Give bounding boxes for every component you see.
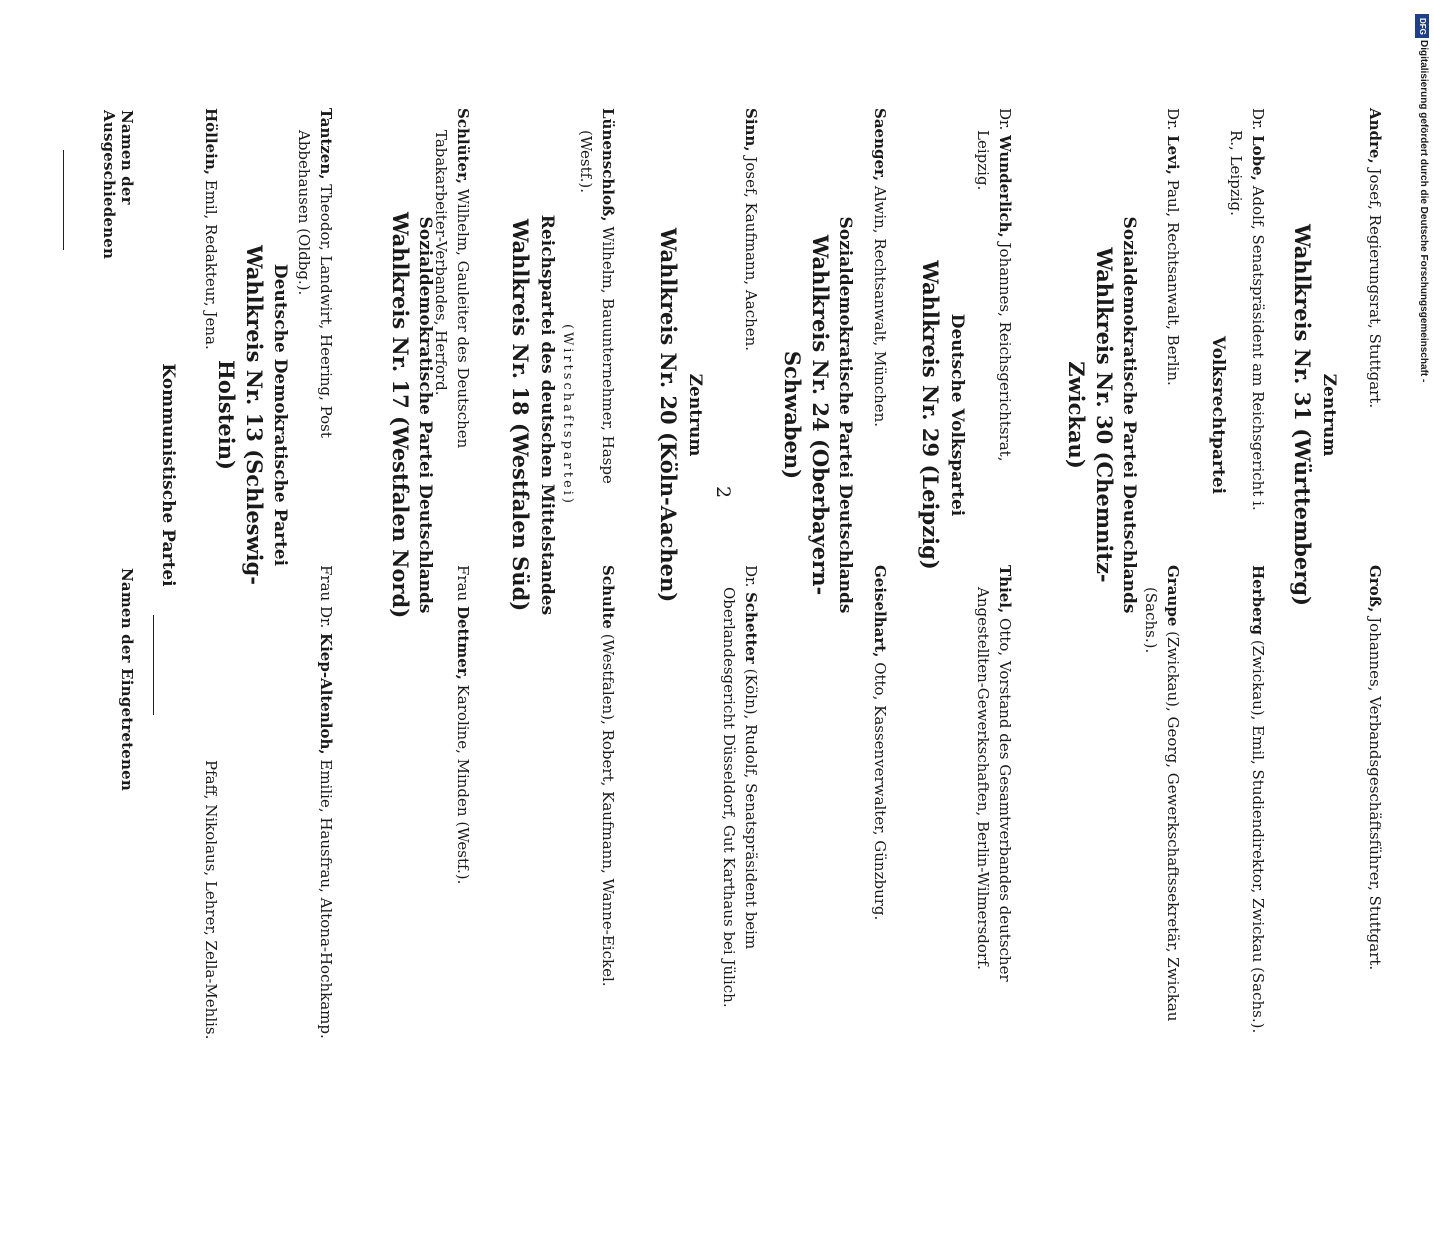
wahlkreis-heading: Wahlkreis Nr. 13 (Schleswig-Holstein) [214,245,267,585]
right-entry [315,565,337,1062]
entry-details: Karoline, Minden (Westf.). [454,684,472,885]
left-entry [740,108,762,498]
column-header-right: Namen der Eingetretenen [118,568,136,792]
entry-surname: Tantzen, [317,108,335,180]
right-entry [452,565,474,1040]
wahlkreis-heading: Wahlkreis Nr. 24 (Oberbayern-Schwaben) [780,234,833,596]
party-heading: Reichspartei des deutschen Mittelstandes [537,214,557,616]
left-entry [293,108,337,520]
entry-details: Paul, Rechtsanwalt, Berlin. [1164,179,1182,386]
entry-surname: Lünenschloß, [599,108,617,222]
entry-surname: Höllein, [202,108,220,175]
wahlkreis-heading: Wahlkreis Nr. 31 (Württemberg) [1290,224,1315,606]
party-heading: Sozialdemokratische Partei Deutschlands [415,216,435,614]
left-entry [575,108,619,520]
column-header-left: Namen der Ausgeschiedenen [100,110,136,260]
left-entry [1364,108,1386,498]
entry-details: Theodor, Landwirt, Heering, Post Abbehausen (Oldbg.). [295,130,335,438]
entry-details: Wilhelm, Gauleiter des Deutschen Tabakarbeiter-Verbandes, Herford. [432,130,472,449]
digitization-notice [1398,6,1434,396]
entry-details: (Köln), Rudolf, Senatspräsident beim Oberlandesgericht Düsseldorf, Gut Karthaus bei Jülich. [720,587,760,1008]
right-entry [869,565,891,1040]
wahlkreis-heading: Wahlkreis Nr. 17 (Westfalen Nord) [388,211,413,619]
entry-details: Josef, Regierungsrat, Stuttgart. [1366,168,1384,409]
left-entry [1225,108,1269,520]
right-entry [1140,565,1184,1062]
entry-details: Adolf, Senatspräsident am Reichsgericht i. R., Leipzig. [1227,130,1267,511]
header-rule-right [153,615,154,715]
left-entry [1162,108,1184,498]
digitization-text: Digitalisierung gefördert durch die Deutsche Forschungsgemeinschaft - [1418,40,1429,383]
right-entry [200,760,222,1235]
entry-surname: Levi, [1164,135,1182,175]
page-number: 2 [712,486,734,499]
entry-surname: Herberg [1249,565,1267,636]
entry-surname: Lobe, [1249,135,1267,181]
entry-surname: Thiel, [996,565,1014,614]
entry-title: Dr. [1164,108,1182,136]
entry-details: (Westfalen), Robert, Kaufmann, Wanne-Eickel. [599,633,617,987]
entry-surname: Groß, [1366,565,1384,613]
right-entry [718,565,762,1062]
entry-details: Johannes, Verbandsgeschäftsführer, Stuttgart. [1366,617,1384,971]
right-entry [1364,565,1386,1062]
entry-title: Dr. [1249,108,1267,136]
party-heading: Zentrum [685,373,705,457]
left-entry [972,108,1016,520]
entry-surname: Saenger, [871,108,889,182]
entry-details: Wilhelm, Bauunternehmer, Haspe (Westf.). [577,130,617,484]
wahlkreis-heading: Wahlkreis Nr. 30 (Chemnitz-Zwickau) [1064,247,1117,583]
party-heading: Volksrechtpartei [1208,335,1228,495]
entry-surname: Geiselhart, [871,565,889,658]
entry-details: Josef, Kaufmann, Aachen. [742,156,760,352]
right-entry [1247,565,1269,1062]
entry-details: (Zwickau), Emil, Studiendirektor, Zwickau (Sachs.). [1249,639,1267,1034]
entry-details: Pfaff, Nikolaus, Lehrer, Zella-Mehlis. [202,760,220,1040]
entry-surname: Wunderlich, [996,135,1014,238]
entry-details: Otto, Kassenverwalter, Günzburg. [871,662,889,921]
dfg-logo: DFG [1415,14,1429,38]
party-heading: Kommunistische Partei [158,363,178,587]
entry-details: (Zwickau), Georg, Gewerkschaftssekretär, Zwickau (Sachs.). [1142,587,1182,1022]
wahlkreis-heading: Wahlkreis Nr. 20 (Köln-Aachen) [656,227,681,603]
party-heading: Sozialdemokratische Partei Deutschlands [1119,216,1139,614]
party-heading: Deutsche Demokratische Partei [270,263,290,567]
entry-details: Johannes, Reichsgerichtsrat, Leipzig. [974,130,1014,462]
entry-surname: Sinn, [742,108,760,152]
right-entry [597,565,619,1062]
entry-details: Alwin, Rechtsanwalt, München. [871,185,889,428]
entry-title: Frau Dr. [317,565,335,634]
entry-details: Emilie, Hausfrau, Altona-Hochkamp. [317,759,335,1039]
left-entry [869,108,891,498]
party-subheading: (Wirtschaftspartei) [560,323,575,507]
header-rule-left [63,150,64,250]
entry-surname: Andre, [1366,108,1384,164]
entry-details: Emil, Redakteur, Jena. [202,179,220,350]
right-entry [972,565,1016,1062]
entry-details: Otto, Vorstand des Gesamtverbandes deutscher Angestellten-Gewerkschaften, Berlin-Wilmersdorf. [974,587,1014,982]
party-heading: Sozialdemokratische Partei Deutschlands [835,216,855,614]
left-entry [430,108,474,520]
entry-title: Dr. [996,108,1014,136]
entry-title: Dr. [742,565,760,593]
entry-surname: Schlüter, [454,108,472,184]
party-heading: Deutsche Volkspartei [947,313,967,517]
entry-surname: Kiep-Altenloh, [317,633,335,755]
entry-surname: Dettmer, [454,605,472,680]
entry-surname: Schetter [742,592,760,664]
party-heading: Zentrum [1319,373,1339,457]
entry-surname: Graupe [1164,565,1182,627]
wahlkreis-heading: Wahlkreis Nr. 29 (Leipzig) [918,260,943,570]
entry-surname: Schulte [599,565,617,629]
entry-title: Frau [454,565,472,606]
wahlkreis-heading: Wahlkreis Nr. 18 (Westfalen Süd) [508,218,533,612]
